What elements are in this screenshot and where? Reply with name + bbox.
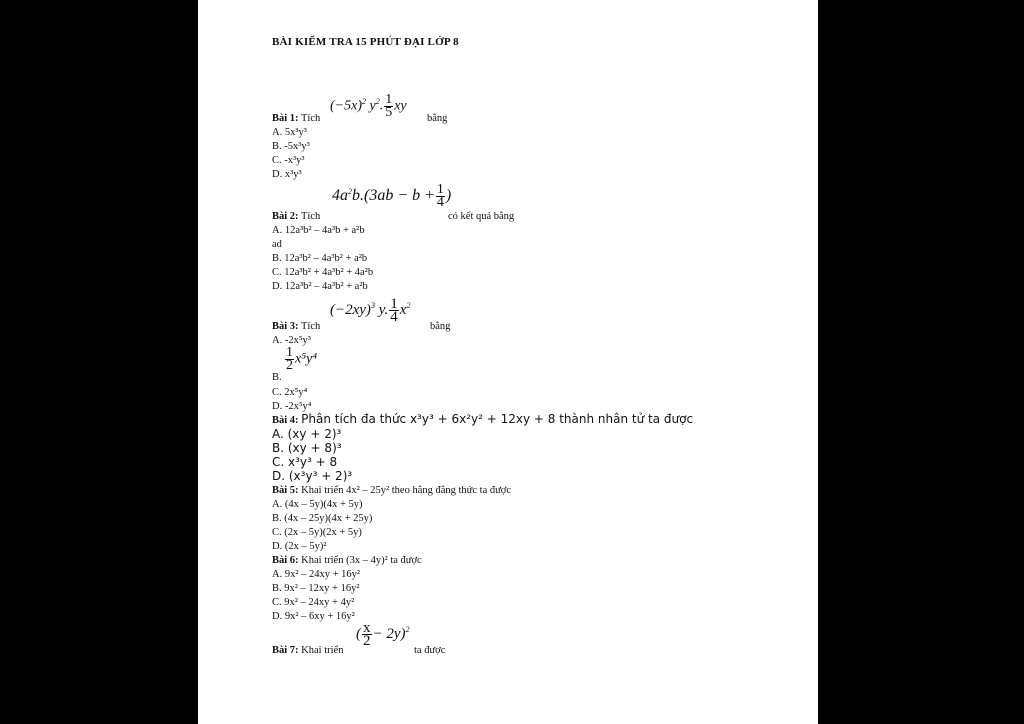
q2-expression: $4a^2b.(3ab - b$ + $\frac{1}{4}$ ) [332,182,452,210]
q5-option-a: A. (4x – 5y)(4x + 5y) [272,499,363,510]
q2-option-b: B. 12a³b² – 4a³b² + a²b [272,253,368,264]
page-title: BÀI KIỂM TRA 15 PHÚT ĐẠI LỚP 8 [272,36,459,48]
q3-option-b-expression: $\frac{1}{2}$ x⁵y⁴ [286,345,318,373]
q2-tail: có kết quả bằng [448,211,515,222]
q1-option-a: A. 5x³y³ [272,127,307,138]
q6-option-b: B. 9x² – 12xy + 16y² [272,583,360,594]
q6-option-c: C. 9x² – 24xy + 4y² [272,597,355,608]
q4-option-a: A. (xy + 2)³ [272,427,342,441]
q3-expression: $(-2xy)^3$ y. $\frac{1}{4}$ $x^2$ [330,296,411,325]
q5-option-d: D. (2x – 5y)² [272,541,327,552]
q1-option-b: B. -5x³y³ [272,141,310,152]
q2-option-a: A. 12a³b² – 4a³b + a²b [272,225,365,236]
q3-option-c: C. 2x⁵y⁴ [272,387,308,398]
q6-option-d: D. 9x² – 6xy + 16y² [272,611,355,622]
q1-question: Bài 1: Tích [272,113,321,124]
q5-option-b: B. (4x – 25y)(4x + 25y) [272,513,373,524]
q3-tail: bằng [430,321,451,332]
q5-option-c: C. (2x – 5y)(2x + 5y) [272,527,362,538]
q3-question: Bài 3: Tích [272,321,321,332]
q7-question: Bài 7: Khai triển [272,645,344,656]
q2-option-c: C. 12a³b² + 4a³b² + 4a²b [272,267,374,278]
q3-option-d: D. -2x⁵y⁴ [272,401,312,412]
q3-option-b-label: B. [272,372,282,383]
q4-option-b: B. (xy + 8)³ [272,441,342,455]
q4-question: Bài 4: Phân tích đa thức x³y³ + 6x²y² + 12xy + 8 thành nhân tử ta được [272,412,694,426]
q7-expression: ( $\frac{x}{2}$ − 2y)$^2$ [356,620,410,649]
q6-question: Bài 6: Khai triển (3x – 4y)² ta được [272,555,422,566]
q4-option-d: D. (x³y³ + 2)³ [272,469,353,483]
q2-question: Bài 2: Tích [272,211,321,222]
q2-note: ad [272,239,282,250]
q4-option-c: C. x³y³ + 8 [272,455,338,469]
q1-option-c: C. -x³y³ [272,155,305,166]
q3-option-a: A. -2x⁵y³ [272,335,311,346]
q7-tail: ta được [414,645,446,656]
q5-question: Bài 5: Khai triển 4x² – 25y² theo hằng đẳng thức ta được [272,485,512,496]
q6-option-a: A. 9x² – 24xy + 16y² [272,569,361,580]
document-page [198,0,818,724]
q1-tail: bằng [427,113,448,124]
q1-option-d: D. x³y³ [272,169,302,180]
q2-option-d: D. 12a³b² – 4a³b² + a²b [272,281,368,292]
q1-expression: $(-5x)^2$ $y^2$. $\frac{1}{5}$ xy [330,92,407,120]
